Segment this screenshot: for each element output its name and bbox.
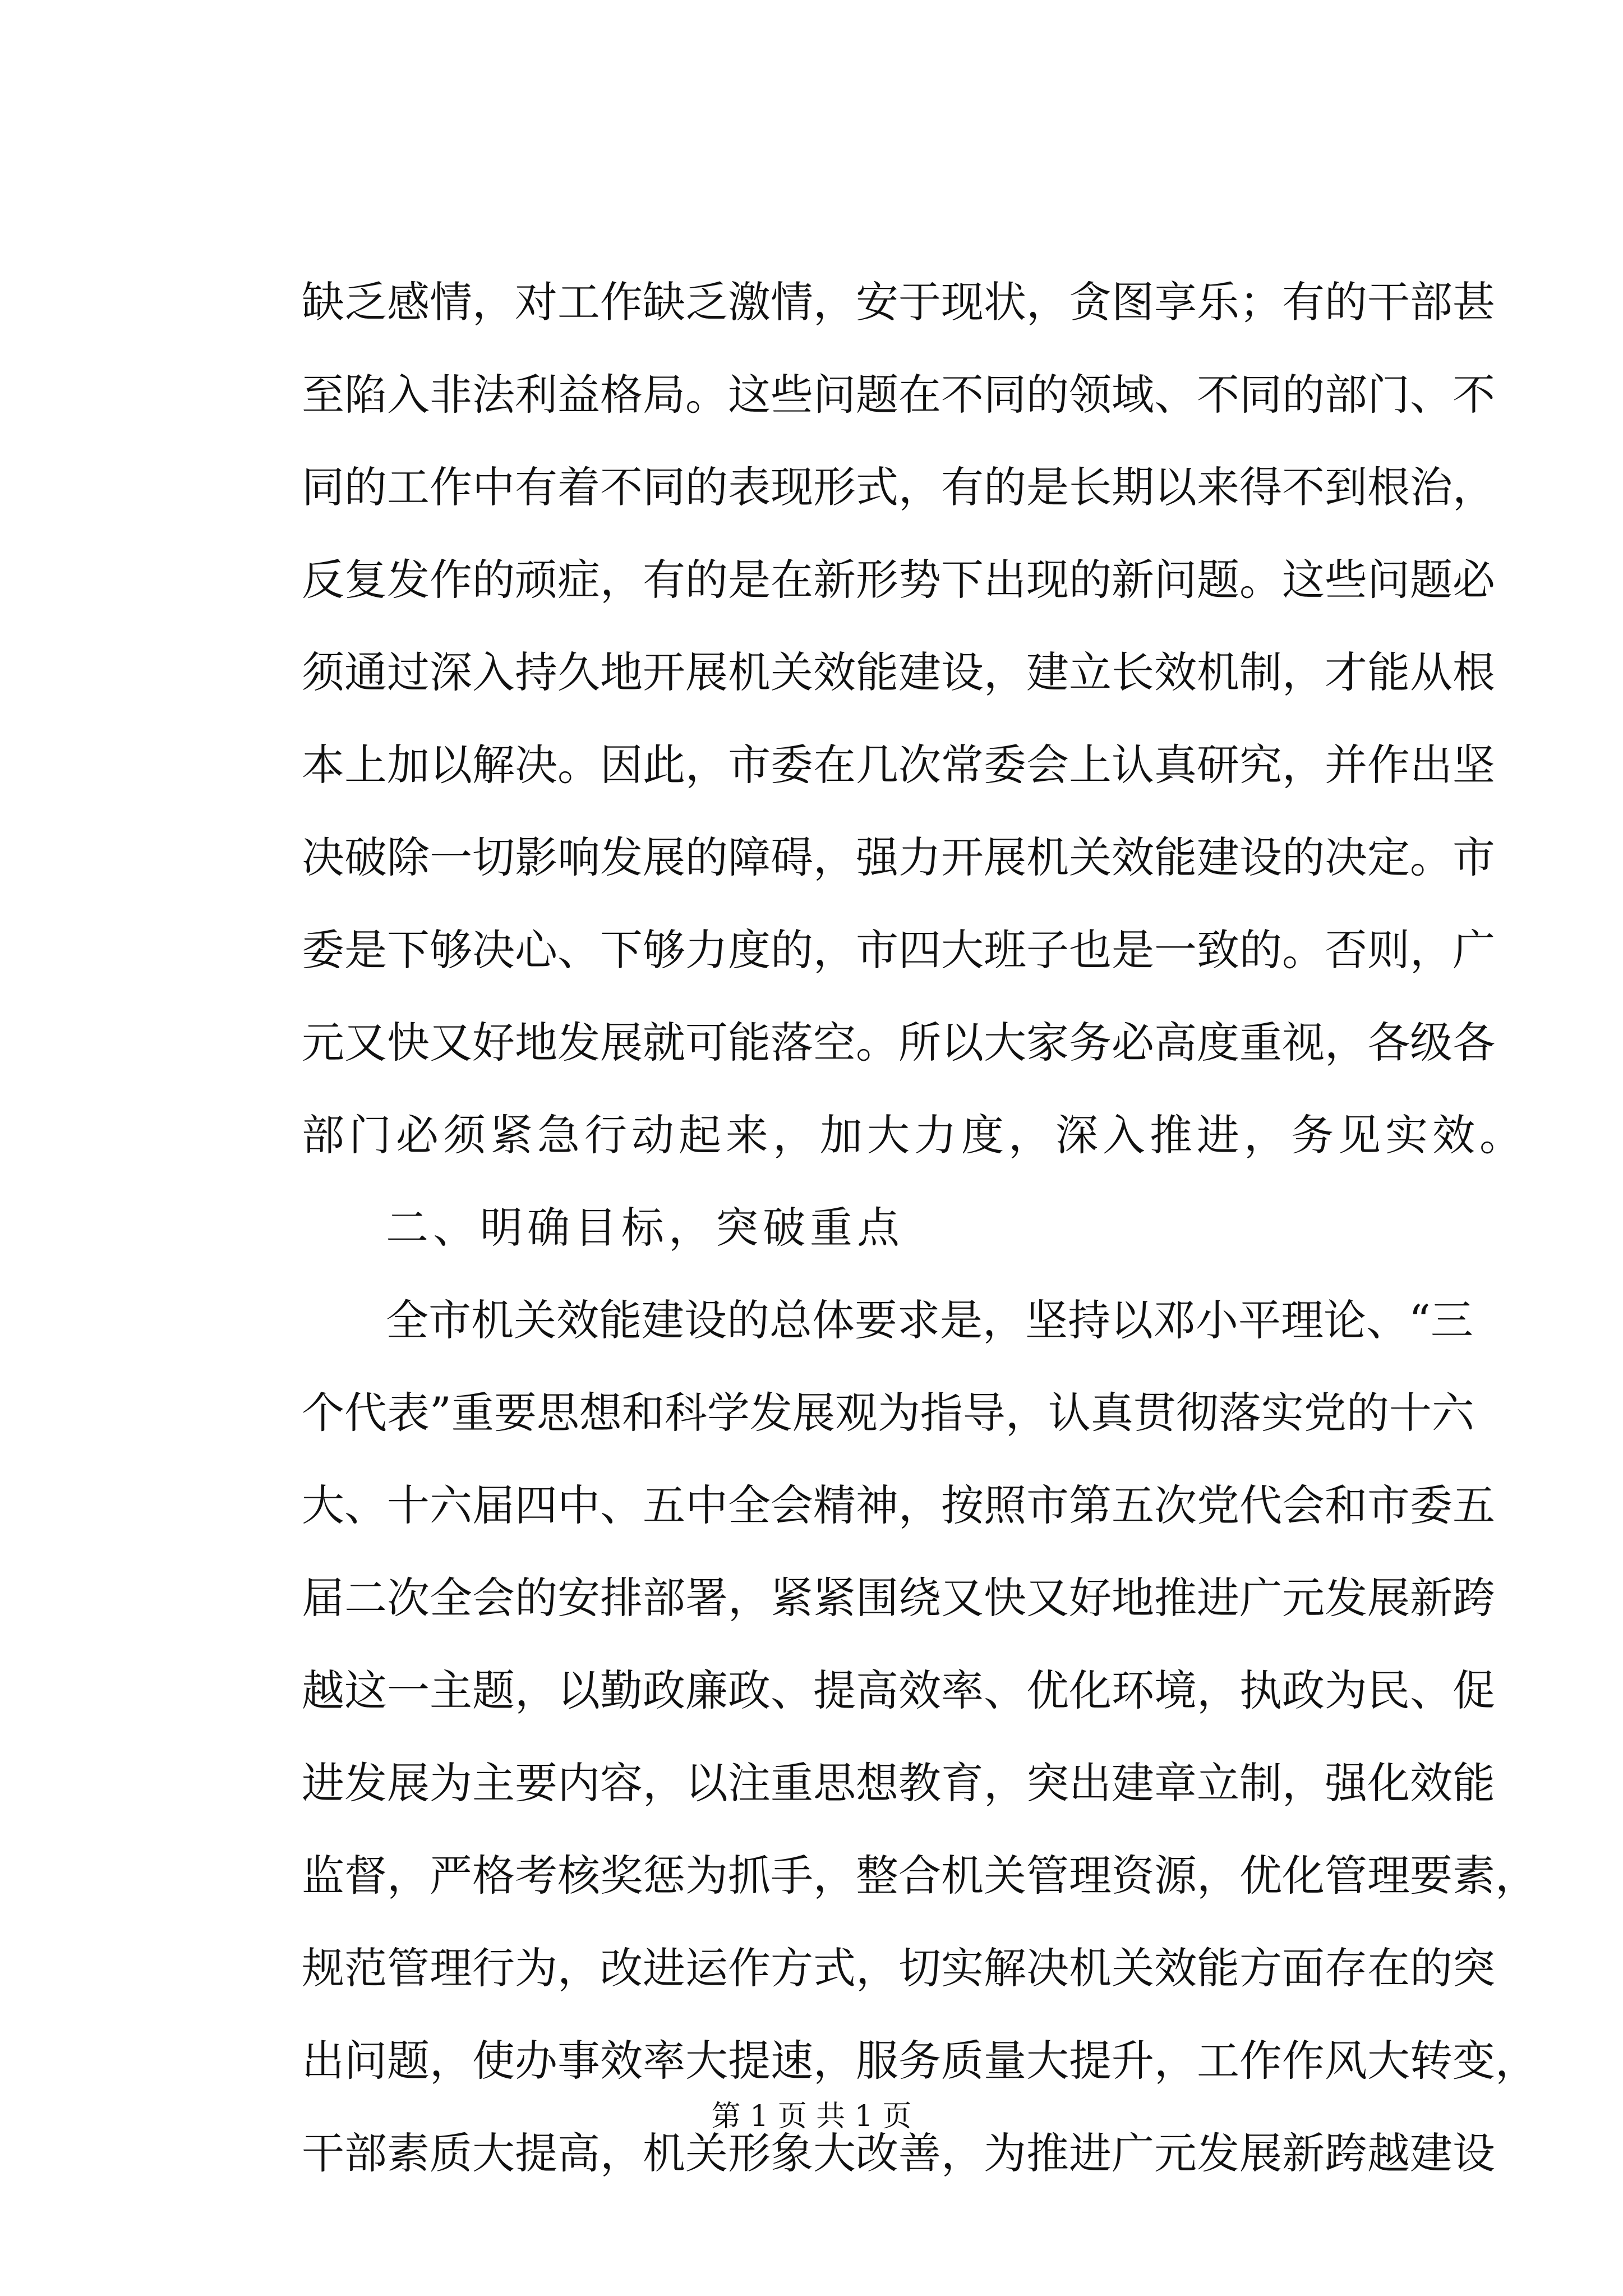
body-text-line: 同的工作中有着不同的表现形式，有的是长期以来得不到根治， [302,462,1495,512]
body-text-line: 反复发作的顽症，有的是在新形势下出现的新问题。这些问题必 [302,555,1495,605]
body-text-line: 本上加以解决。因此，市委在几次常委会上认真研究，并作出坚 [302,740,1495,790]
body-text-line: 个代表”重要思想和科学发展观为指导，认真贯彻落实党的十六 [302,1388,1474,1438]
body-text-line: 届二次全会的安排部署，紧紧围绕又快又好地推进广元发展新跨 [302,1573,1495,1623]
paragraph-last-line: 部门必须紧急行动起来，加大力度，深入推进，务见实效。 [302,1110,1527,1160]
body-text-line: 干部素质大提高，机关形象大改善，为推进广元发展新跨越建设 [302,2128,1495,2178]
body-text-line: 须通过深入持久地开展机关效能建设，建立长效机制，才能从根 [302,647,1495,697]
body-text-line: 大、十六届四中、五中全会精神，按照市第五次党代会和市委五 [302,1480,1495,1530]
body-text-line: 越这一主题，以勤政廉政、提高效率、优化环境，执政为民、促 [302,1665,1495,1715]
body-text-line: 进发展为主要内容，以注重思想教育，突出建章立制，强化效能 [302,1758,1495,1808]
body-text-line: 出问题，使办事效率大提速，服务质量大提升，工作作风大转变， [302,2036,1538,2086]
body-text-line: 缺乏感情，对工作缺乏激情，安于现状，贪图享乐；有的干部甚 [302,277,1495,327]
page-number-footer: 第 1 页 共 1 页 [711,2100,912,2133]
paragraph-first-line: 全市机关效能建设的总体要求是，坚持以邓小平理论、“三 [386,1295,1473,1345]
section-heading: 二、明确目标，突破重点 [386,1203,904,1253]
body-text-line: 决破除一切影响发展的障碍，强力开展机关效能建设的决定。市 [302,832,1495,882]
body-text-line: 规范管理行为，改进运作方式，切实解决机关效能方面存在的突 [302,1943,1495,1993]
body-text-line: 元又快又好地发展就可能落空。所以大家务必高度重视，各级各 [302,1018,1495,1068]
body-text-line: 至陷入非法利益格局。这些问题在不同的领域、不同的部门、不 [302,370,1495,420]
body-text-line: 委是下够决心、下够力度的，市四大班子也是一致的。否则，广 [302,925,1495,975]
document-body [302,256,1538,2200]
body-text-line: 监督，严格考核奖惩为抓手，整合机关管理资源，优化管理要素， [302,1851,1538,1901]
